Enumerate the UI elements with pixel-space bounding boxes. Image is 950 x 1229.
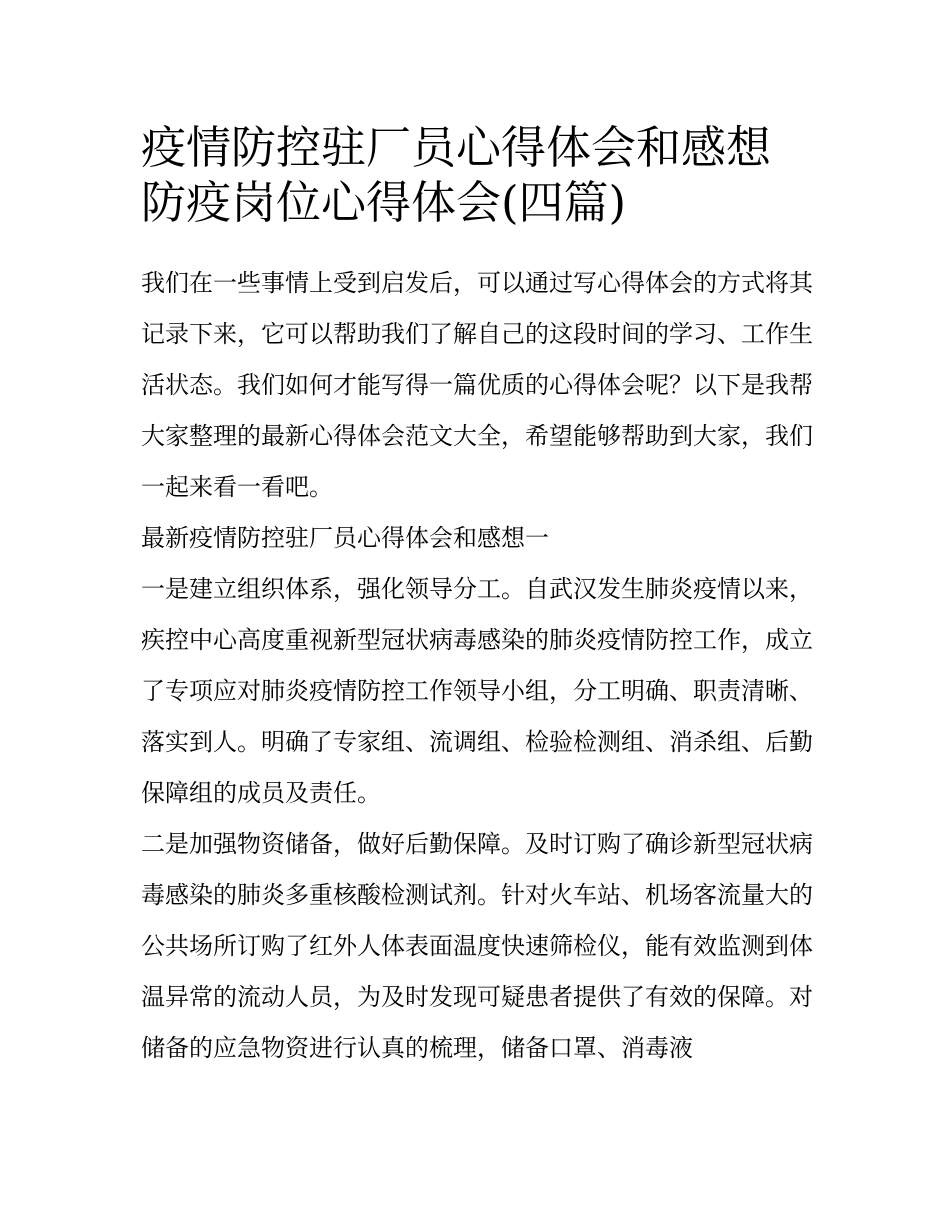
document-body xyxy=(141,258,813,1074)
body-paragraph: 一是建立组织体系，强化领导分工。自武汉发生肺炎疫情以来，疾控中心高度重视新型冠状病毒感染的肺炎疫情防控工作，成立了专项应对肺炎疫情防控工作领导小组，分工明确、职责清晰、落实到人。明确了专家组、流调组、检验检测组、消杀组、后勤保障组的成员及责任。 xyxy=(141,575,813,807)
intro-paragraph: 我们在一些事情上受到启发后，可以通过写心得体会的方式将其记录下来，它可以帮助我们了解自己的这段时间的学习、工作生活状态。我们如何才能写得一篇优质的心得体会呢？以下是我帮大家整理的最新心得体会范文大全，希望能够帮助到大家，我们一起来看一看吧。 xyxy=(141,269,813,501)
body-paragraph: 二是加强物资储备，做好后勤保障。及时订购了确诊新型冠状病毒感染的肺炎多重核酸检测试剂。针对火车站、机场客流量大的公共场所订购了红外人体表面温度快速筛检仪，能有效监测到体温异常的流动人员，为及时发现可疑患者提供了有效的保障。对储备的应急物资进行认真的梳理，储备口罩、消毒液 xyxy=(141,830,813,1062)
document-content xyxy=(141,120,813,1074)
document-title: 疫情防控驻厂员心得体会和感想 防疫岗位心得体会(四篇) xyxy=(141,121,772,229)
section-heading: 最新疫情防控驻厂员心得体会和感想一 xyxy=(141,524,549,552)
